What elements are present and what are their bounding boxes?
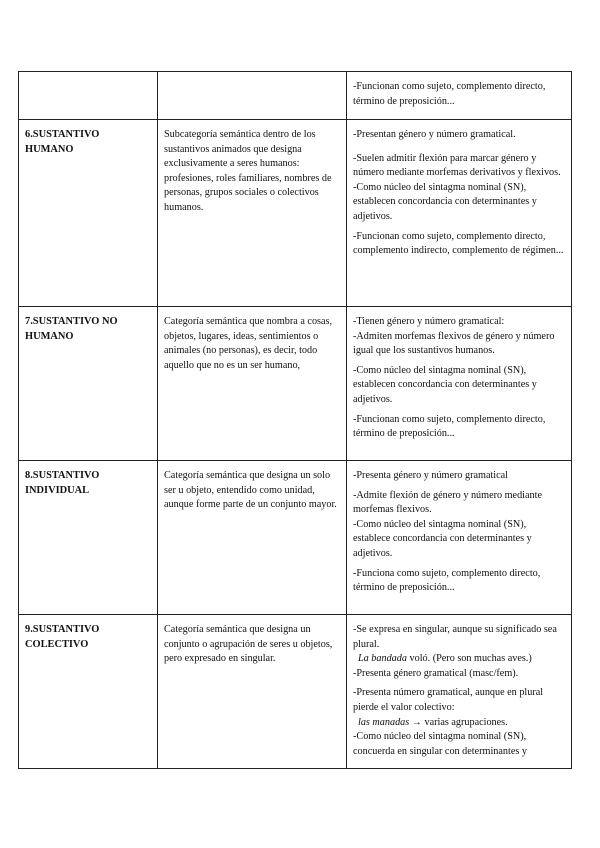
definition-cell	[158, 72, 347, 120]
feature-paragraph: -Funcionan como sujeto, complemento directo, término de preposición...	[353, 81, 546, 107]
features-cell	[347, 120, 572, 307]
definition-text: Categoría semántica que designa un conjunto o agrupación de seres u objetos, pero expresado en singular.	[164, 624, 333, 665]
category-cell	[19, 120, 158, 307]
example-italic: La bandada	[358, 653, 407, 665]
category-heading: 7.SUSTANTIVO NO HUMANO	[25, 316, 118, 342]
feature-paragraph: -Admite flexión de género y número mediante morfemas flexivos.	[353, 489, 542, 516]
feature-paragraph: -Funcionan como sujeto, complemento directo, término de preposición...	[353, 413, 546, 440]
feature-paragraph: -Funcionan como sujeto, complemento directo, complemento indirecto, complemento de régimen...	[353, 230, 564, 257]
semantic-categories-table	[18, 71, 572, 769]
category-cell	[19, 461, 158, 615]
category-heading	[19, 72, 157, 84]
definition-text	[158, 72, 346, 84]
definition-text: Categoría semántica que designa un solo ser u objeto, entendido como unidad, aunque forme parte de un conjunto mayor.	[164, 470, 337, 511]
definition-cell	[158, 120, 347, 307]
table-row	[19, 72, 572, 120]
table-row	[19, 461, 572, 615]
definition-text: Categoría semántica que nombra a cosas, objetos, lugares, ideas, sentimientos o animales (no personas), es decir, todo aquello que no es un ser humano,	[164, 316, 333, 371]
feature-paragraph: -Presentan género y número gramatical.	[353, 129, 516, 140]
category-cell	[19, 72, 158, 120]
feature-paragraph: -Como núcleo del sintagma nominal (SN), concuerda en singular con determinantes y	[353, 731, 527, 757]
feature-paragraph: -Tienen género y número gramatical:	[353, 316, 505, 327]
feature-paragraph: -Presenta número gramatical, aunque en plural pierde el valor colectivo:	[353, 687, 544, 713]
feature-paragraph: -Se expresa en singular, aunque su significado sea plural.	[353, 624, 557, 650]
feature-paragraph: -Como núcleo del sintagma nominal (SN), establecen concordancia con determinantes y adjetivos.	[353, 364, 537, 405]
example-line	[353, 716, 564, 731]
category-cell	[19, 615, 158, 769]
feature-paragraph: -Suelen admitir flexión para marcar género y número mediante morfemas derivativos y flexivos.	[353, 152, 561, 179]
feature-paragraph: -Como núcleo del sintagma nominal (SN), establece concordancia con determinantes y adjetivos.	[353, 518, 532, 559]
example-rest: → varias agrupaciones.	[409, 716, 508, 728]
category-heading: 6.SUSTANTIVO HUMANO	[25, 129, 100, 155]
features-cell	[347, 72, 572, 120]
category-heading: 9.SUSTANTIVO COLECTIVO	[25, 624, 100, 650]
example-italic: las manadas	[358, 716, 410, 728]
feature-paragraph: -Funciona como sujeto, complemento directo, término de preposición...	[353, 567, 541, 594]
table-row	[19, 120, 572, 307]
example-line	[353, 652, 564, 667]
definition-cell	[158, 307, 347, 461]
feature-paragraph: -Presenta género gramatical (masc/fem).	[353, 667, 519, 679]
category-heading: 8.SUSTANTIVO INDIVIDUAL	[25, 470, 100, 496]
example-rest: voló. (Pero son muchas aves.)	[406, 653, 532, 665]
table-row	[19, 307, 572, 461]
definition-cell	[158, 461, 347, 615]
definition-text: Subcategoría semántica dentro de los sustantivos animados que designa exclusivamente a seres humanos: profesiones, roles familiares, nombres de personas, grupos sociales o colectivos humanos.	[164, 129, 332, 213]
features-cell	[347, 307, 572, 461]
features-cell	[347, 615, 572, 769]
features-cell	[347, 461, 572, 615]
table-row	[19, 615, 572, 769]
category-cell	[19, 307, 158, 461]
feature-paragraph: -Como núcleo del sintagma nominal (SN), establecen concordancia con determinantes y adjetivos.	[353, 181, 537, 222]
definition-cell	[158, 615, 347, 769]
feature-paragraph: -Presenta género y número gramatical	[353, 470, 509, 481]
feature-paragraph: -Admiten morfemas flexivos de género y número igual que los sustantivos humanos.	[353, 330, 555, 357]
